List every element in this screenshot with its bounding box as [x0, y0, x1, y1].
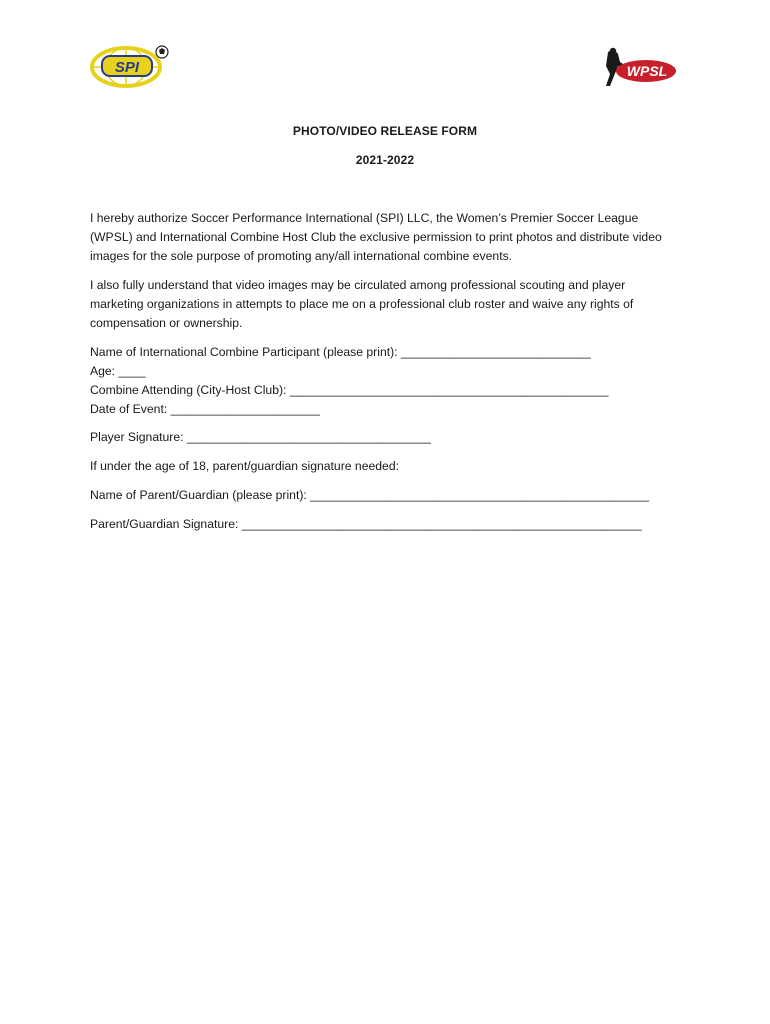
date-of-event-field[interactable]: Date of Event: ______________________ [90, 402, 320, 416]
authorization-paragraph: I hereby authorize Soccer Performance International (SPI) LLC, the Women’s Premier Soccer League (WPSL) and International Combine Host Club the exclusive permission to print photos and distribute video images for the sole purpose of promoting any/all international combine events. [90, 211, 662, 263]
parent-signature-field[interactable]: Parent/Guardian Signature: ___________________________________________________________ [90, 517, 642, 531]
participant-name-field[interactable]: Name of International Combine Participant (please print): ____________________________ [90, 345, 591, 359]
spi-logo-text: SPI [114, 59, 140, 76]
wpsl-logo [598, 46, 680, 88]
player-signature-field[interactable]: Player Signature: ____________________________________ [90, 430, 431, 444]
spi-logo [88, 42, 170, 90]
under-18-note: If under the age of 18, parent/guardian signature needed: [90, 459, 399, 473]
wpsl-logo-text: WPSL [626, 63, 668, 79]
spi-logo-graphic [88, 42, 170, 90]
form-year: 2021-2022 [355, 153, 415, 167]
wpsl-logo-graphic [598, 46, 680, 88]
parent-name-field[interactable]: Name of Parent/Guardian (please print): __________________________________________________ [90, 488, 650, 502]
combine-attending-field[interactable]: Combine Attending (City-Host Club): _______________________________________________ [90, 383, 609, 397]
participant-fields [90, 343, 680, 419]
understanding-paragraph: I also fully understand that video images may be circulated among professional scouting and player marketing organizations in attempts to place me on a professional club roster and waive any rights of compensation or ownership. [90, 278, 634, 330]
form-title: PHOTO/VIDEO RELEASE FORM [292, 124, 478, 138]
age-field[interactable]: Age: ____ [90, 364, 146, 378]
